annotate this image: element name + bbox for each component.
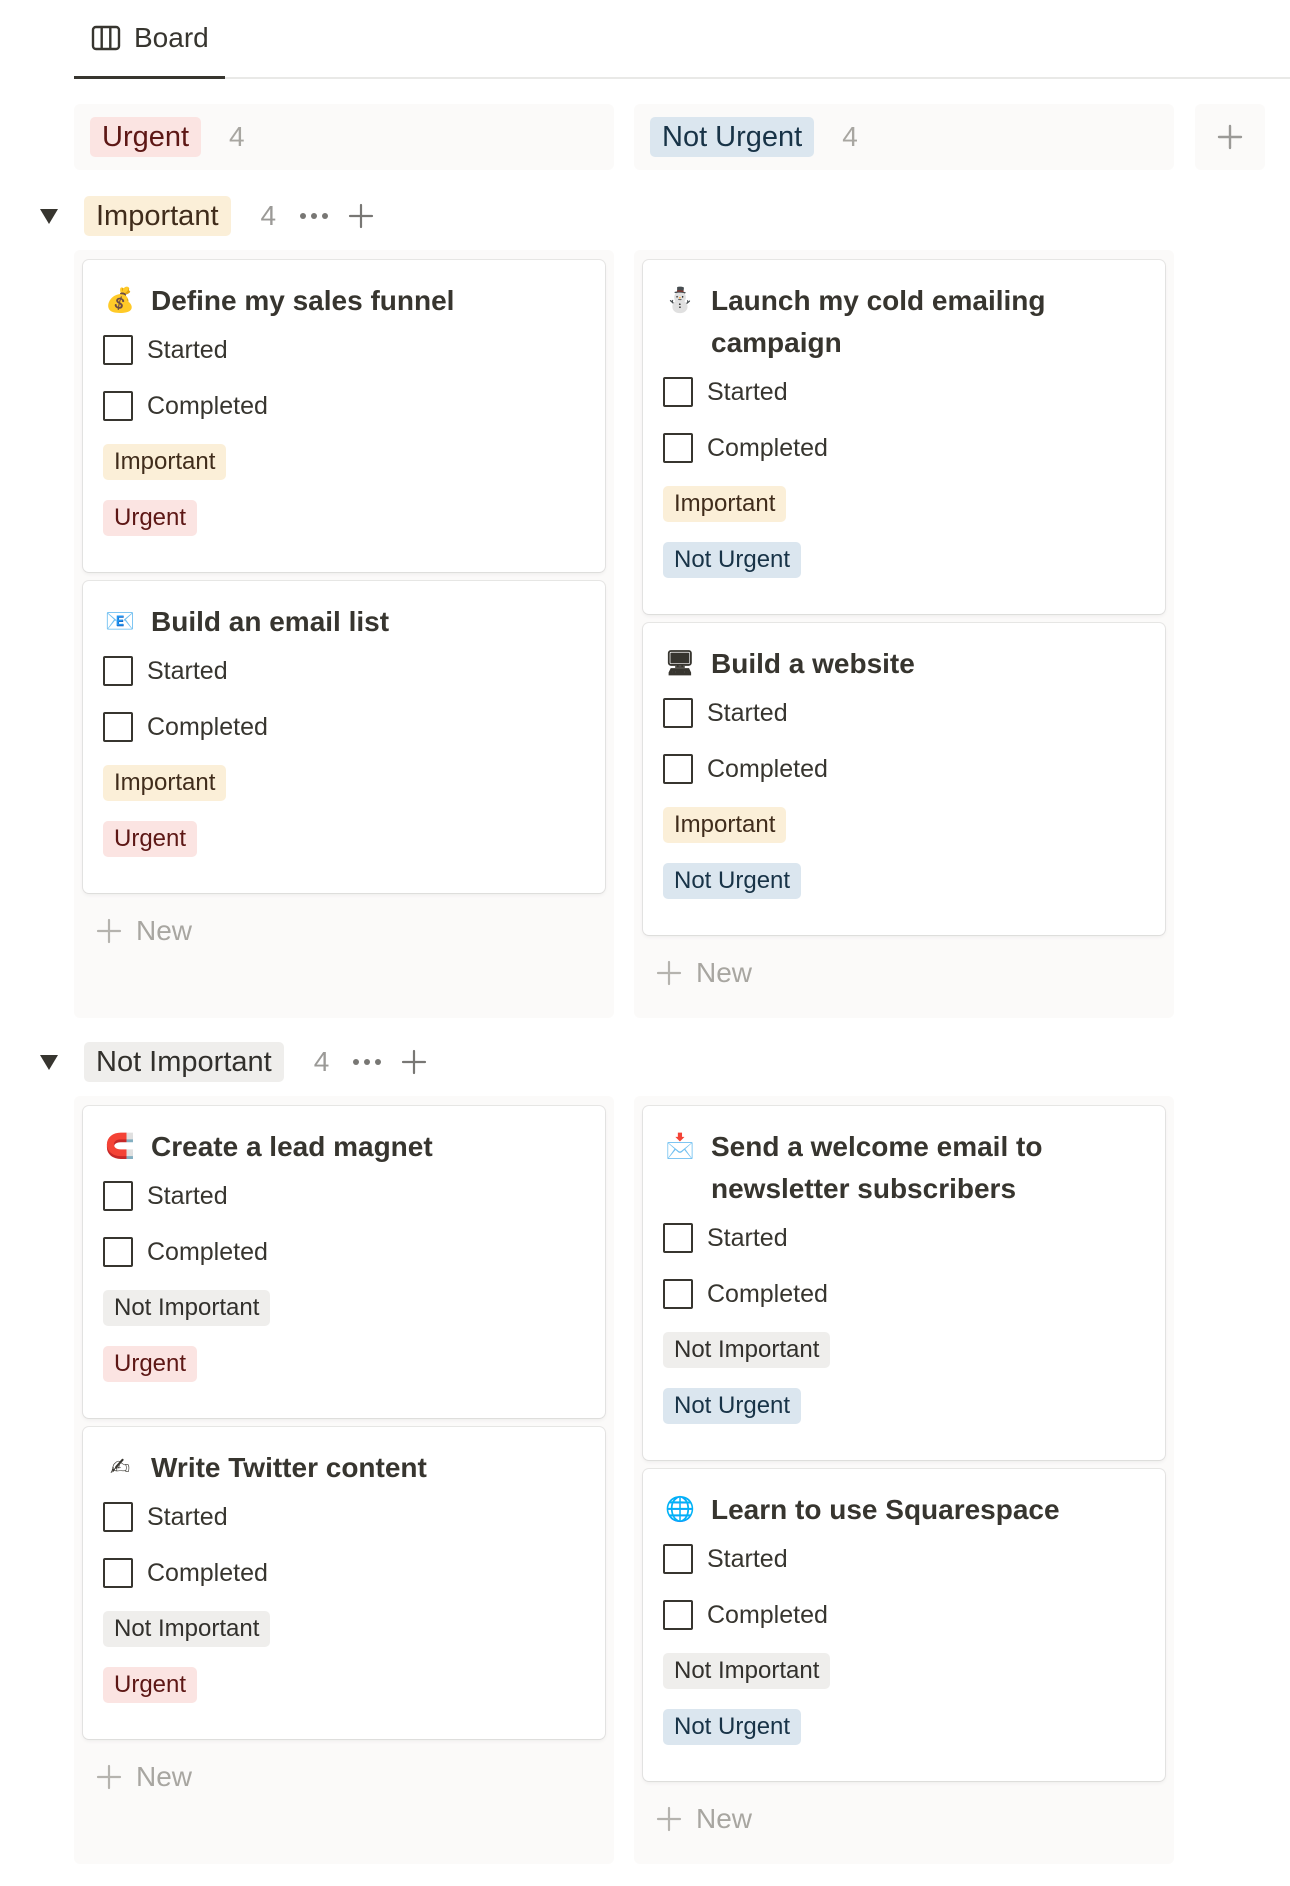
started-label: Started [707,698,788,727]
plus-icon [1216,123,1244,151]
completed-checkbox[interactable] [663,1279,693,1309]
started-property [103,1168,585,1224]
completed-property [663,741,1145,797]
globe-icon: 🌐 [665,1496,695,1523]
urgency-tag: Urgent [103,500,197,536]
view-tab-bar [74,0,1290,79]
completed-label: Completed [147,1558,268,1587]
tab-board[interactable] [74,0,225,79]
snowman-icon: ⛄ [665,287,695,314]
completed-checkbox[interactable] [103,1237,133,1267]
completed-property [663,1266,1145,1322]
group-header-important [40,194,374,238]
importance-tag: Important [663,807,786,843]
group-label: Not Important [84,1042,284,1082]
completed-checkbox[interactable] [663,433,693,463]
add-card-icon[interactable] [348,203,374,229]
completed-property [663,420,1145,476]
group-label: Important [84,196,231,236]
column-count: 4 [229,121,245,152]
started-property [103,1489,585,1545]
completed-label: Completed [147,712,268,741]
started-checkbox[interactable] [103,656,133,686]
plus-icon [656,1806,682,1832]
completed-checkbox[interactable] [103,1558,133,1588]
urgency-tag: Urgent [103,821,197,857]
card-title: Build a website [711,648,915,679]
completed-label: Completed [707,1600,828,1629]
new-label: New [696,957,753,988]
group-header-not-important [40,1040,427,1084]
card-title: Define my sales funnel [151,285,455,316]
collapse-toggle-icon[interactable] [40,209,58,224]
more-options-icon[interactable] [300,213,328,219]
started-property [663,1210,1145,1266]
completed-label: Completed [147,391,268,420]
started-label: Started [707,1544,788,1573]
importance-tag: Important [103,765,226,801]
importance-tag: Important [103,444,226,480]
more-options-icon[interactable] [353,1059,381,1065]
plus-icon [96,918,122,944]
completed-property [663,1587,1145,1643]
importance-tag: Not Important [103,1611,270,1647]
desktop-computer-icon: 🖥 [664,650,696,677]
group-count: 4 [313,1046,330,1077]
new-card-button[interactable] [656,957,752,989]
new-card-button[interactable] [96,915,192,947]
completed-label: Completed [147,1237,268,1266]
writing-hand-icon: ✍ [109,1454,131,1481]
plus-icon [96,1764,122,1790]
completed-checkbox[interactable] [663,1600,693,1630]
card[interactable] [83,1427,605,1739]
new-card-button[interactable] [96,1761,192,1793]
completed-property [103,1224,585,1280]
completed-label: Completed [707,433,828,462]
new-label: New [696,1803,753,1834]
card[interactable] [643,260,1165,614]
column-label: Not Urgent [650,117,814,157]
card-title: Launch my cold emailing campaign [711,285,1046,358]
card-title: Create a lead magnet [151,1131,433,1162]
urgency-tag: Urgent [103,1346,197,1382]
importance-tag: Not Important [663,1653,830,1689]
add-card-icon[interactable] [401,1049,427,1075]
column-label: Urgent [90,117,201,157]
card-title: Write Twitter content [151,1452,427,1483]
urgency-tag: Urgent [103,1667,197,1703]
started-checkbox[interactable] [663,1544,693,1574]
started-property [663,685,1145,741]
urgency-tag: Not Urgent [663,863,801,899]
card[interactable] [643,1106,1165,1460]
add-column-button[interactable] [1195,104,1265,170]
started-label: Started [147,1502,228,1531]
started-label: Started [147,1181,228,1210]
tab-label: Board [134,22,209,53]
card-title: Learn to use Squarespace [711,1494,1060,1525]
started-property [663,364,1145,420]
magnet-icon: 🧲 [105,1133,135,1160]
card[interactable] [83,1106,605,1418]
completed-label: Completed [707,754,828,783]
collapse-toggle-icon[interactable] [40,1055,58,1070]
plus-icon [656,960,682,986]
board-icon [90,22,122,54]
importance-tag: Not Important [103,1290,270,1326]
importance-tag: Not Important [663,1332,830,1368]
started-property [103,643,585,699]
new-label: New [136,915,193,946]
column-header-not-urgent[interactable] [634,104,1174,170]
card[interactable] [83,581,605,893]
started-checkbox[interactable] [103,335,133,365]
started-checkbox[interactable] [663,377,693,407]
money-bag-icon: 💰 [105,287,135,314]
group-count: 4 [260,200,277,231]
column-count: 4 [842,121,858,152]
card[interactable] [83,260,605,572]
urgency-tag: Not Urgent [663,1388,801,1424]
completed-property [103,699,585,755]
started-checkbox[interactable] [663,698,693,728]
completed-checkbox[interactable] [663,754,693,784]
started-label: Started [707,377,788,406]
started-property [663,1531,1145,1587]
completed-checkbox[interactable] [103,712,133,742]
card[interactable] [643,1469,1165,1781]
card-title: Send a welcome email to newsletter subscribers [711,1131,1043,1204]
email-icon: 📧 [105,608,135,635]
started-label: Started [147,335,228,364]
started-checkbox[interactable] [103,1502,133,1532]
started-checkbox[interactable] [103,1181,133,1211]
card-title: Build an email list [151,606,390,637]
column-header-urgent[interactable] [74,104,614,170]
completed-label: Completed [707,1279,828,1308]
started-checkbox[interactable] [663,1223,693,1253]
started-label: Started [147,656,228,685]
completed-property [103,1545,585,1601]
urgency-tag: Not Urgent [663,1709,801,1745]
completed-checkbox[interactable] [103,391,133,421]
envelope-arrow-icon: 📩 [665,1133,695,1160]
importance-tag: Important [663,486,786,522]
completed-property [103,378,585,434]
new-label: New [136,1761,193,1792]
new-card-button[interactable] [656,1803,752,1835]
started-label: Started [707,1223,788,1252]
started-property [103,322,585,378]
urgency-tag: Not Urgent [663,542,801,578]
card[interactable] [643,623,1165,935]
